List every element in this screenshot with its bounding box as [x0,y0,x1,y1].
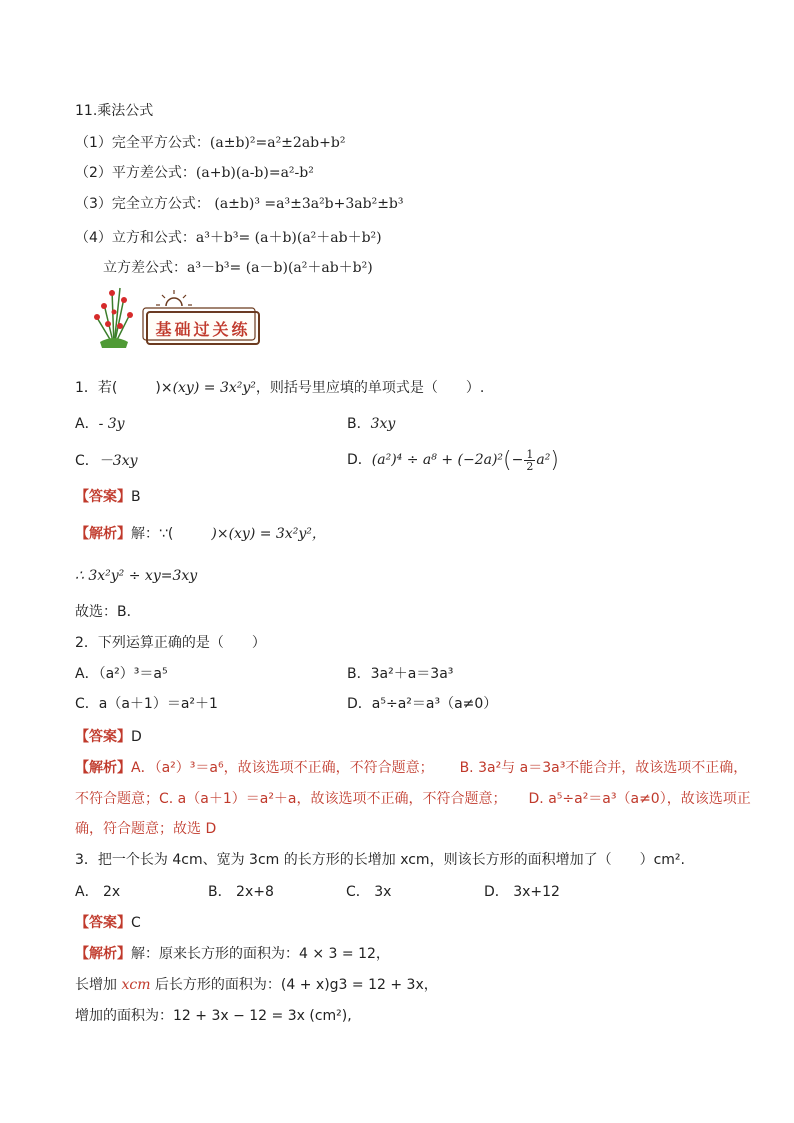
q1-stem: 1．若( )×(xy) = 3x²y²，则括号里应填的单项式是（ ）. [75,380,485,396]
formula-sum-of-cubes: （4）立方和公式：a³＋b³= (a＋b)(a²＋ab＋b²) [75,230,382,246]
q2-analysis-line2: 不符合题意；C. a（a＋1）＝a²＋a，故该选项不正确，不符合题意； D. a⁵÷a²＝a³（a≠0），故该选项正 [75,791,751,807]
q1-answer: 【答案】B [75,489,141,505]
formula-perfect-square: （1）完全平方公式：(a±b)²=a²±2ab+b² [75,135,346,151]
banner-title: 基础过关练 [155,320,251,339]
formula-difference-of-squares: （2）平方差公式：(a+b)(a-b)=a²-b² [75,165,314,181]
q1-option-a: A．- 3y [75,416,125,432]
q1-conclusion: 故选：B． [75,604,141,620]
section-banner [84,284,264,352]
q2-analysis-line3: 确，符合题意；故选 D [75,821,217,837]
q2-option-a: A．（a²）³＝a⁵ [75,666,168,682]
q1-analysis: 【解析】解：∵( )×(xy) = 3x²y²， [75,526,326,542]
q3-analysis-line2: 长增加 xcm 后长方形的面积为：(4 + x)g3 = 12 + 3x， [75,977,438,993]
q3-option-a: A． 2x [75,884,121,900]
section-heading: 11.乘法公式 [75,103,154,119]
q2-analysis-line1: 【解析】A．（a²）³＝a⁶，故该选项不正确，不符合题意； B. 3a²与 a＝3a³不能合并，故该选项不正确， [75,760,748,776]
q1-option-d: D．(a²)⁴ ÷ a⁸ + (−2a)²(− $\frac{1}{2}$ a²) [347,447,559,473]
q2-stem: 2．下列运算正确的是（ ） [75,635,266,651]
q2-answer: 【答案】D [75,729,142,745]
formula-difference-of-cubes: 立方差公式：a³－b³= (a－b)(a²＋ab＋b²) [103,260,373,276]
q3-option-d: D． 3x+12 [484,884,560,900]
q3-analysis-line3: 增加的面积为：12 + 3x − 12 = 3x (cm²), [75,1008,352,1024]
q1-option-c: C．－3xy [75,453,138,469]
q3-option-c: C． 3x [346,884,392,900]
q2-option-d: D．a⁵÷a²＝a³（a≠0） [347,696,498,712]
formula-perfect-cube: （3）完全立方公式： (a±b)³ =a³±3a²b+3ab²±b³ [75,196,404,212]
q2-option-c: C．a（a＋1）＝a²＋1 [75,696,218,712]
q2-option-b: B．3a²＋a＝3a³ [347,666,454,682]
q3-analysis-line1: 【解析】解：原来长方形的面积为：4 × 3 = 12， [75,946,390,962]
q1-therefore: ∴ 3x²y² ÷ xy=3xy [75,568,198,584]
q3-answer: 【答案】C [75,915,141,931]
q3-option-b: B． 2x+8 [208,884,274,900]
q1-option-b: B．3xy [347,416,396,432]
q3-stem: 3．把一个长为 4cm、宽为 3cm 的长方形的长增加 xcm，则该长方形的面积增加了（ ）cm². [75,852,685,868]
